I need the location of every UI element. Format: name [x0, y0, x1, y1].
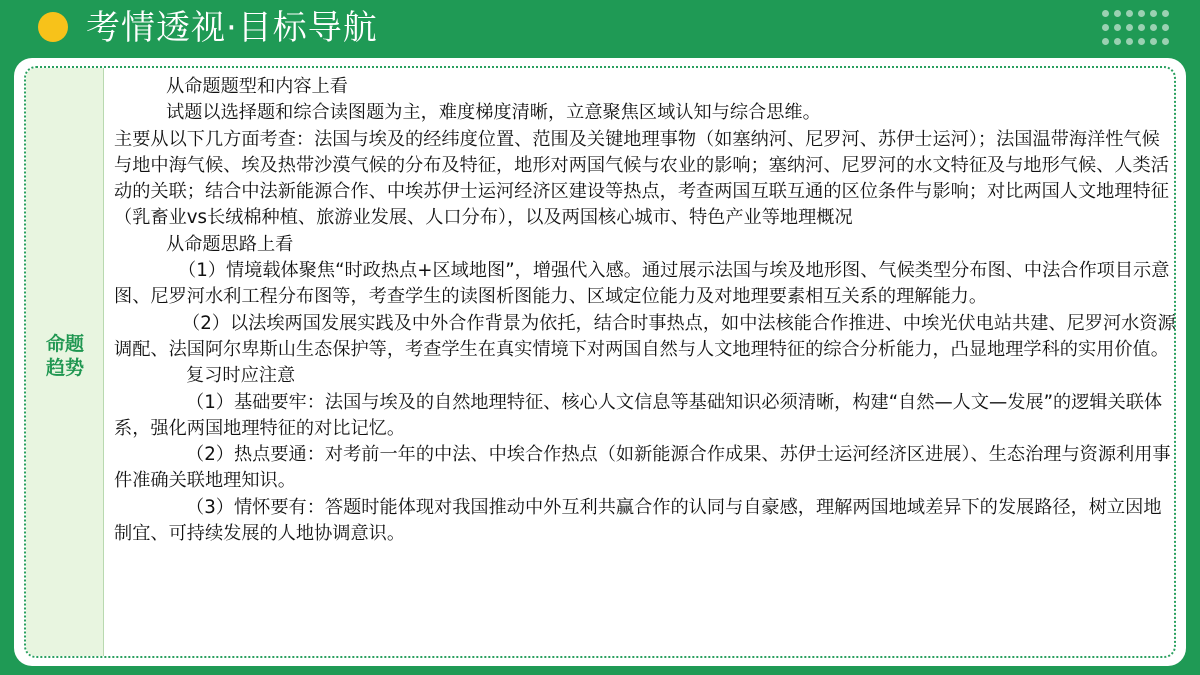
- heading-question-approach: 从命题思路上看: [166, 233, 294, 255]
- content-panel: [14, 58, 1186, 666]
- main-text: [114, 74, 1176, 547]
- side-category-label: 命题 趋势: [45, 333, 84, 379]
- paragraph-exam-content: 主要从以下几方面考查：法国与埃及的经纬度位置、范围及关键地理事物（如塞纳河、尼罗河、苏伊士运河）；法国温带海洋性气候与地中海气候、埃及热带沙漠气候的分布及特征，地形对两国气候与农业的影响；塞纳河、尼罗河的水文特征及与地形气候、人类活动的关联；结合中法新能源合作、中埃苏伊士运河经济区建设等热点，考查两国互联互通的区位条件与影响；对比两国人文地理特征（乳畜业vs长绒棉种植、旅游业发展、人口分布），以及两国核心城市、特色产业等地理概况: [114, 128, 1169, 229]
- header-bar: [0, 0, 1200, 56]
- dotted-border-frame: [24, 66, 1176, 658]
- paragraph-approach-1: （1）情境载体聚焦“时政热点+区域地图”，增强代入感。通过展示法国与埃及地形图、气候类型分布图、中法合作项目示意图、尼罗河水利工程分布图等，考查学生的读图析图能力、区域定位能力及对地理要素相互关系的理解能力。: [114, 260, 1170, 308]
- paragraph-review-1: （1）基础要牢：法国与埃及的自然地理特征、核心人文信息等基础知识必须清晰，构建“自然—人文—发展”的逻辑关联体系，强化两国地理特征的对比记忆。: [114, 391, 1163, 439]
- paragraph-review-3: （3）情怀要有：答题时能体现对我国推动中外互利共赢合作的认同与自豪感，理解两国地域差异下的发展路径，树立因地制宜、可持续发展的人地协调意识。: [114, 496, 1162, 545]
- paragraph-approach-2: （2）以法埃两国发展实践及中外合作背景为依托，结合时事热点，如中法核能合作推进、中埃光伏电站共建、尼罗河水资源调配、法国阿尔卑斯山生态保护等，考查学生在真实情境下对两国自然与人文地理特征的综合分析能力，凸显地理学科的实用价值。: [114, 312, 1176, 360]
- yellow-dot-icon: [38, 12, 68, 42]
- heading-review-notes: 复习时应注意: [186, 365, 296, 387]
- heading-question-type: 从命题题型和内容上看: [166, 76, 348, 97]
- paragraph-review-2: （2）热点要通：对考前一年的中法、中埃合作热点（如新能源合作成果、苏伊士运河经济区进展）、生态治理与资源利用事件准确关联地理知识。: [114, 444, 1171, 492]
- dot-grid-decoration-icon: [1102, 10, 1174, 50]
- page-title: 考情透视·目标导航: [86, 8, 378, 48]
- side-category-cell: [26, 68, 104, 656]
- paragraph-question-format: 试题以选择题和综合读图题为主，难度梯度清晰，立意聚焦区域认知与综合思维。: [166, 102, 821, 124]
